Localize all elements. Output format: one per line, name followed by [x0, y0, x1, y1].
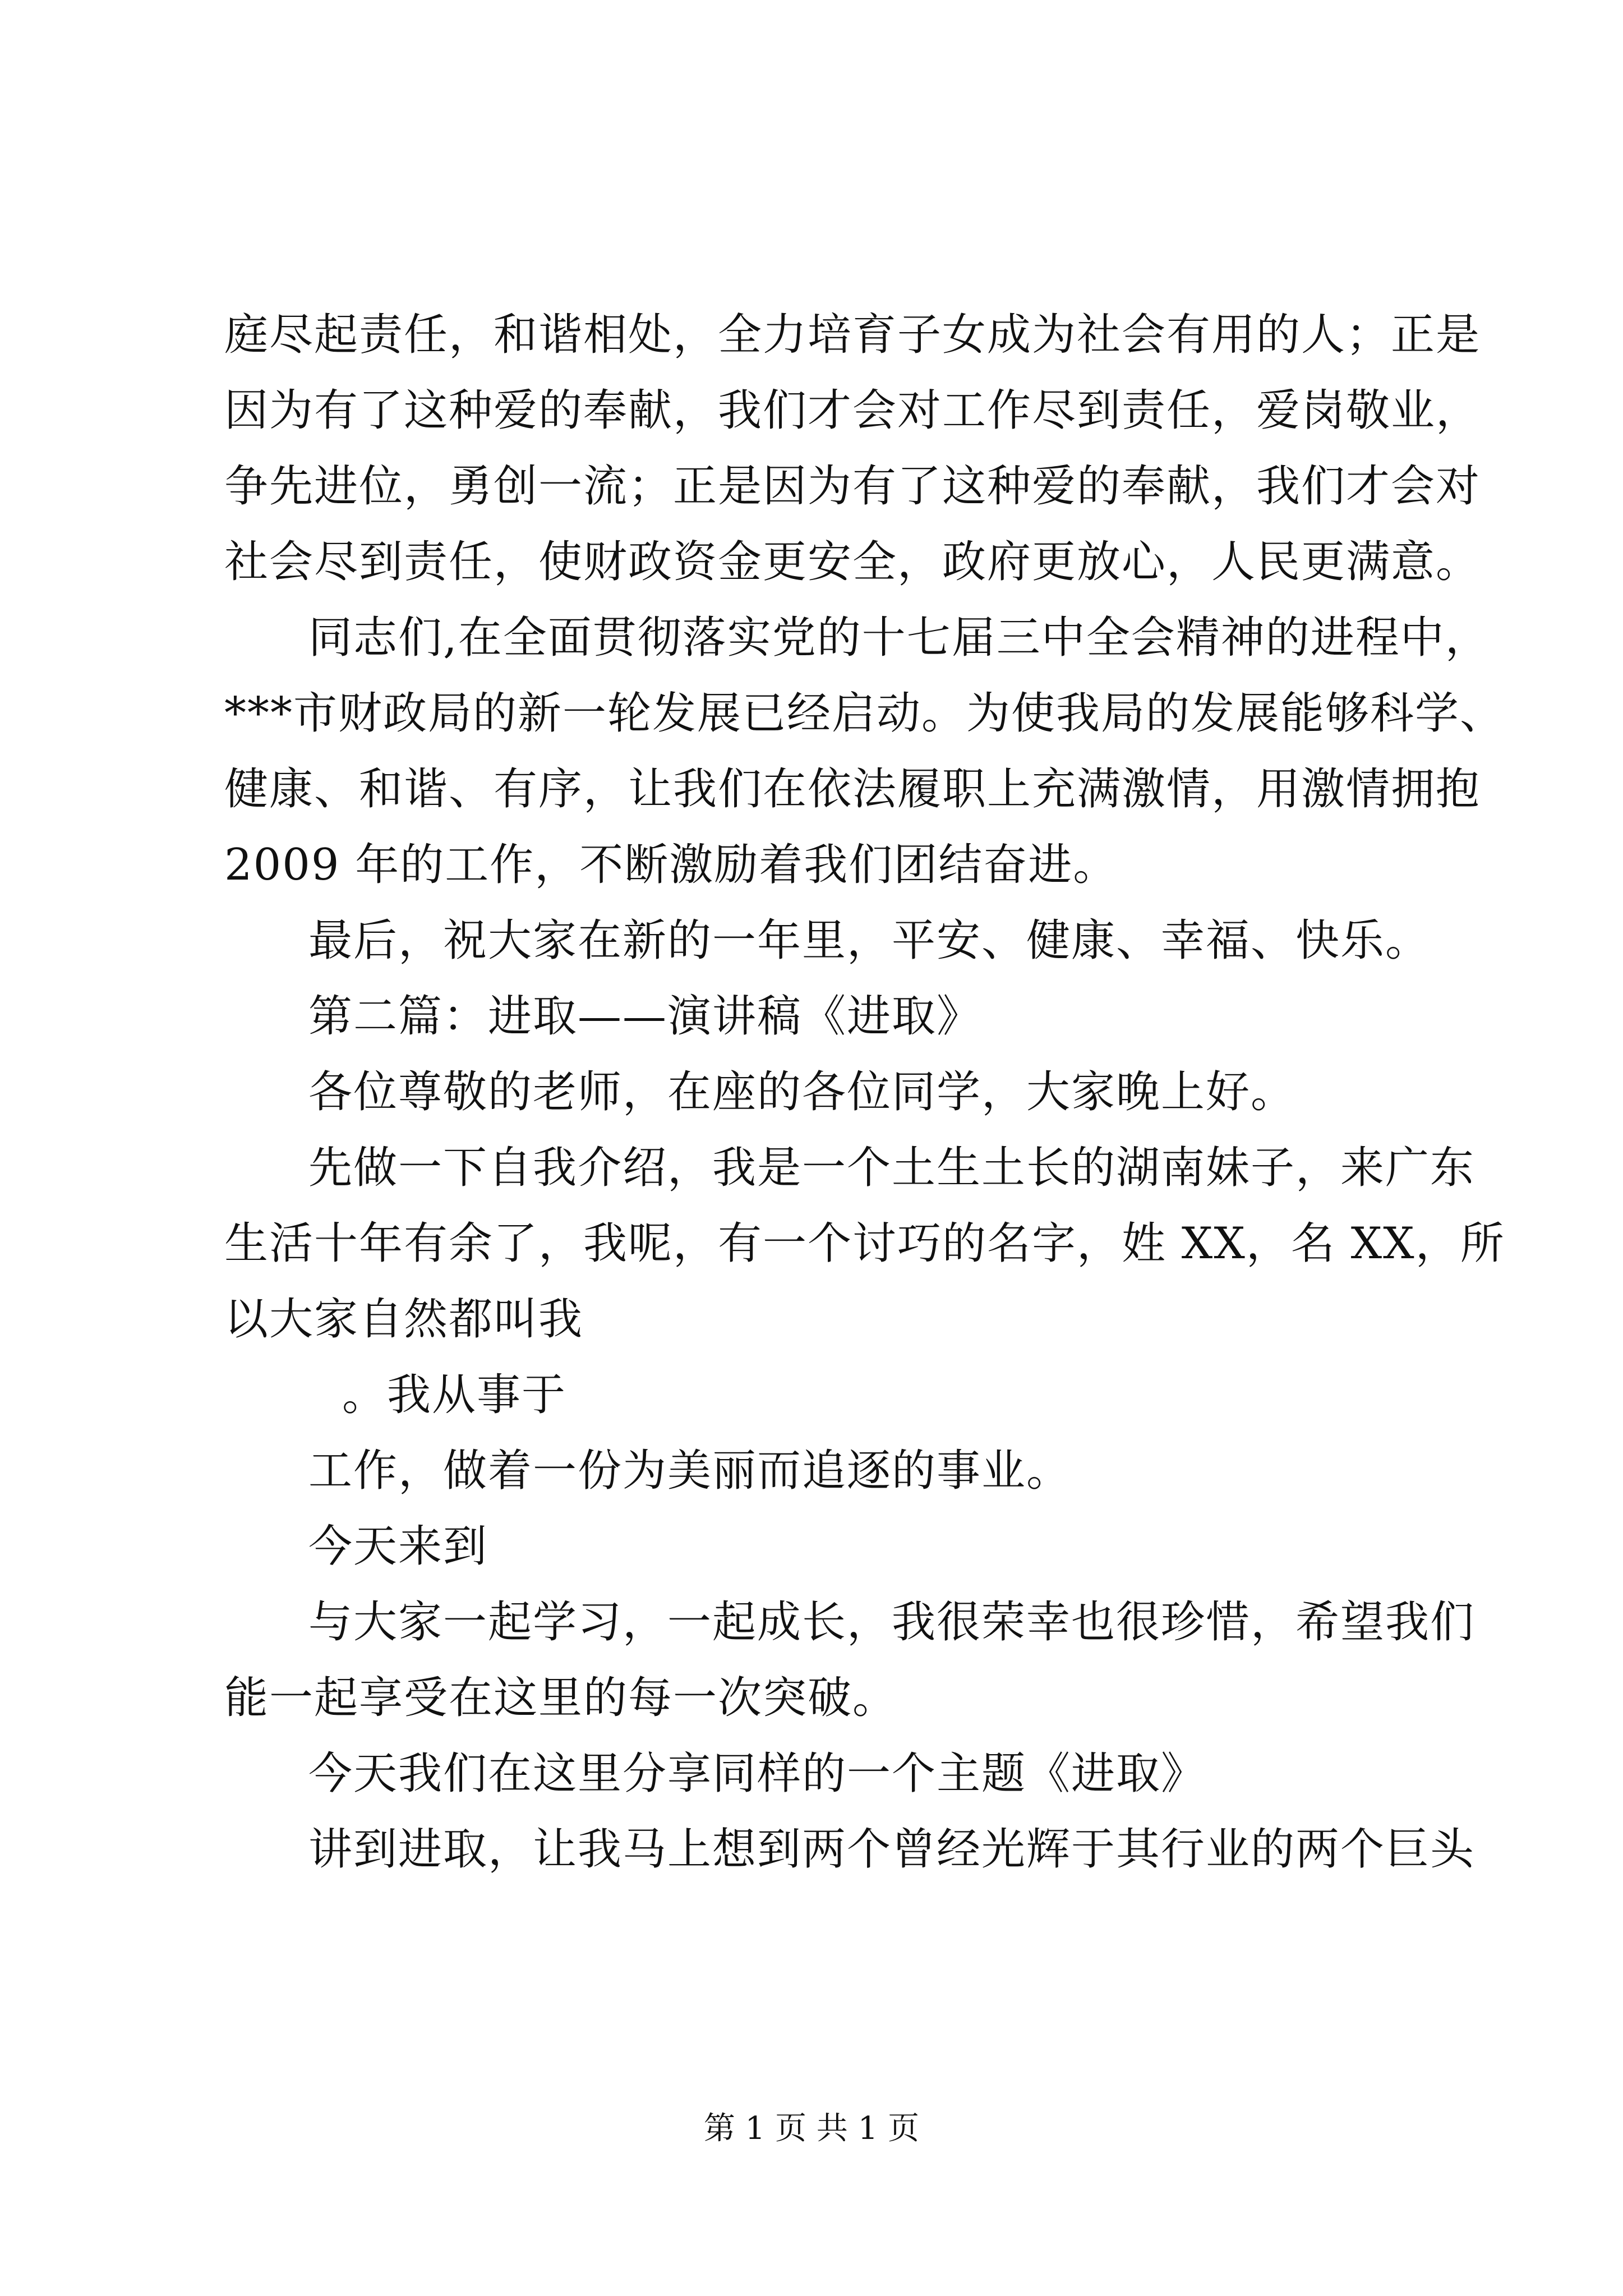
- text-line: 生活十年有余了，我呢，有一个讨巧的名字，姓 XX，名 XX，所: [224, 1218, 1505, 1269]
- text-line: 以大家自然都叫我: [224, 1294, 584, 1345]
- document-body: [224, 297, 1505, 1888]
- paragraph-start-line: 最后，祝大家在新的一年里，平安、健康、幸福、快乐。: [308, 915, 1431, 966]
- section-heading: 第二篇：进取——演讲稿《进取》: [308, 991, 982, 1042]
- paragraph-start-line: 与大家一起学习，一起成长，我很荣幸也很珍惜，希望我们: [308, 1597, 1476, 1648]
- paragraph-start-line: 今天我们在这里分享同样的一个主题《进取》: [308, 1749, 1206, 1799]
- text-line: 能一起享受在这里的每一次突破。: [224, 1673, 898, 1723]
- paragraph-start-line: 先做一下自我介绍，我是一个土生土长的湖南妹子，来广东: [308, 1143, 1476, 1193]
- paragraph-start-line: 讲到进取，让我马上想到两个曾经光辉于其行业的两个巨头: [308, 1824, 1476, 1875]
- text-line: 社会尽到责任，使财政资金更安全，政府更放心，人民更满意。: [224, 537, 1481, 587]
- text-line: 争先进位，勇创一流；正是因为有了这种爱的奉献，我们才会对: [224, 461, 1481, 512]
- paragraph-start-line: 。我从事于: [342, 1370, 567, 1420]
- paragraph-start-line: 今天来到: [308, 1521, 488, 1572]
- page-number: 第 1 页 共 1 页: [703, 2110, 920, 2147]
- text-line: 因为有了这种爱的奉献，我们才会对工作尽到责任，爱岗敬业，: [224, 385, 1481, 436]
- paragraph-start-line: 工作，做着一份为美丽而追逐的事业。: [308, 1446, 1072, 1496]
- text-line: ***市财政局的新一轮发展已经启动。为使我局的发展能够科学、: [224, 688, 1505, 739]
- text-line: 庭尽起责任，和谐相处，全力培育子女成为社会有用的人；正是: [224, 310, 1481, 360]
- text-line: 2009 年的工作，不断激励着我们团结奋进。: [224, 840, 1118, 890]
- paragraph-start-line: 各位尊敬的老师，在座的各位同学，大家晚上好。: [308, 1067, 1296, 1117]
- page-footer: [0, 2109, 1623, 2148]
- paragraph-start-line: 同志们,在全面贯彻落实党的十七届三中全会精神的进程中，: [308, 613, 1490, 663]
- text-line: 健康、和谐、有序，让我们在依法履职上充满激情，用激情拥抱: [224, 764, 1481, 815]
